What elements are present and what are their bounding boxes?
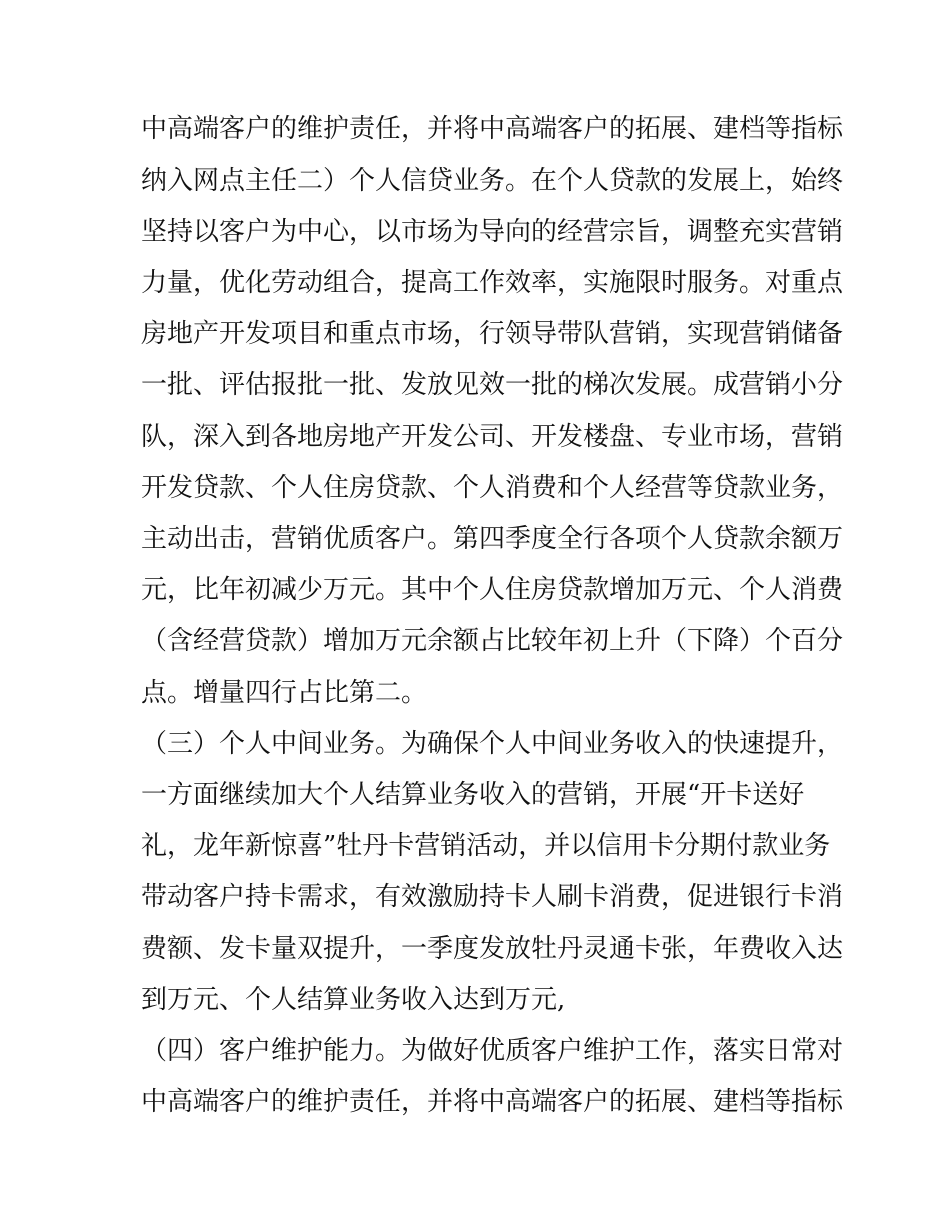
text-line: 点。增量四行占比第二。 xyxy=(141,678,428,708)
text-line: 主动出击，营销优质客户。第四季度全行各项个人贷款余额万 xyxy=(141,524,844,554)
text-line: 一方面继续加大个人结算业务收入的营销，开展“开卡送好 xyxy=(141,780,805,810)
text-line: 力量，优化劳动组合，提高工作效率，实施限时服务。对重点 xyxy=(141,268,844,298)
text-line: 到万元、个人结算业务收入达到万元, xyxy=(141,985,566,1015)
text-line: 队，深入到各地房地产开发公司、开发楼盘、专业市场，营销 xyxy=(141,422,844,452)
text-line: 礼，龙年新惊喜”牡丹卡营销活动，并以信用卡分期付款业务 xyxy=(141,831,831,861)
text-line: 元，比年初减少万元。其中个人住房贷款增加万元、个人消费 xyxy=(141,575,844,605)
text-line: 一批、评估报批一批、发放见效一批的梯次发展。成营销小分 xyxy=(141,370,844,400)
text-line: 房地产开发项目和重点市场，行领导带队营销，实现营销储备 xyxy=(141,319,844,349)
text-line: 带动客户持卡需求，有效激励持卡人刷卡消费，促进银行卡消 xyxy=(141,882,844,912)
text-line: 费额、发卡量双提升，一季度发放牡丹灵通卡张，年费收入达 xyxy=(141,934,844,964)
text-line: 中高端客户的维护责任，并将中高端客户的拓展、建档等指标 xyxy=(141,1087,844,1117)
text-line: （含经营贷款）增加万元余额占比较年初上升（下降）个百分 xyxy=(141,626,844,656)
text-line: 中高端客户的维护责任，并将中高端客户的拓展、建档等指标 xyxy=(141,114,844,144)
text-line: 纳入网点主任二）个人信贷业务。在个人贷款的发展上，始终 xyxy=(141,166,844,196)
text-line: （三）个人中间业务。为确保个人中间业务收入的快速提升， xyxy=(141,729,844,759)
text-line: 开发贷款、个人住房贷款、个人消费和个人经营等贷款业务， xyxy=(141,473,844,503)
text-line: 坚持以客户为中心，以市场为导向的经营宗旨，调整充实营销 xyxy=(141,217,844,247)
text-line: （四）客户维护能力。为做好优质客户维护工作，落实日常对 xyxy=(141,1036,844,1066)
